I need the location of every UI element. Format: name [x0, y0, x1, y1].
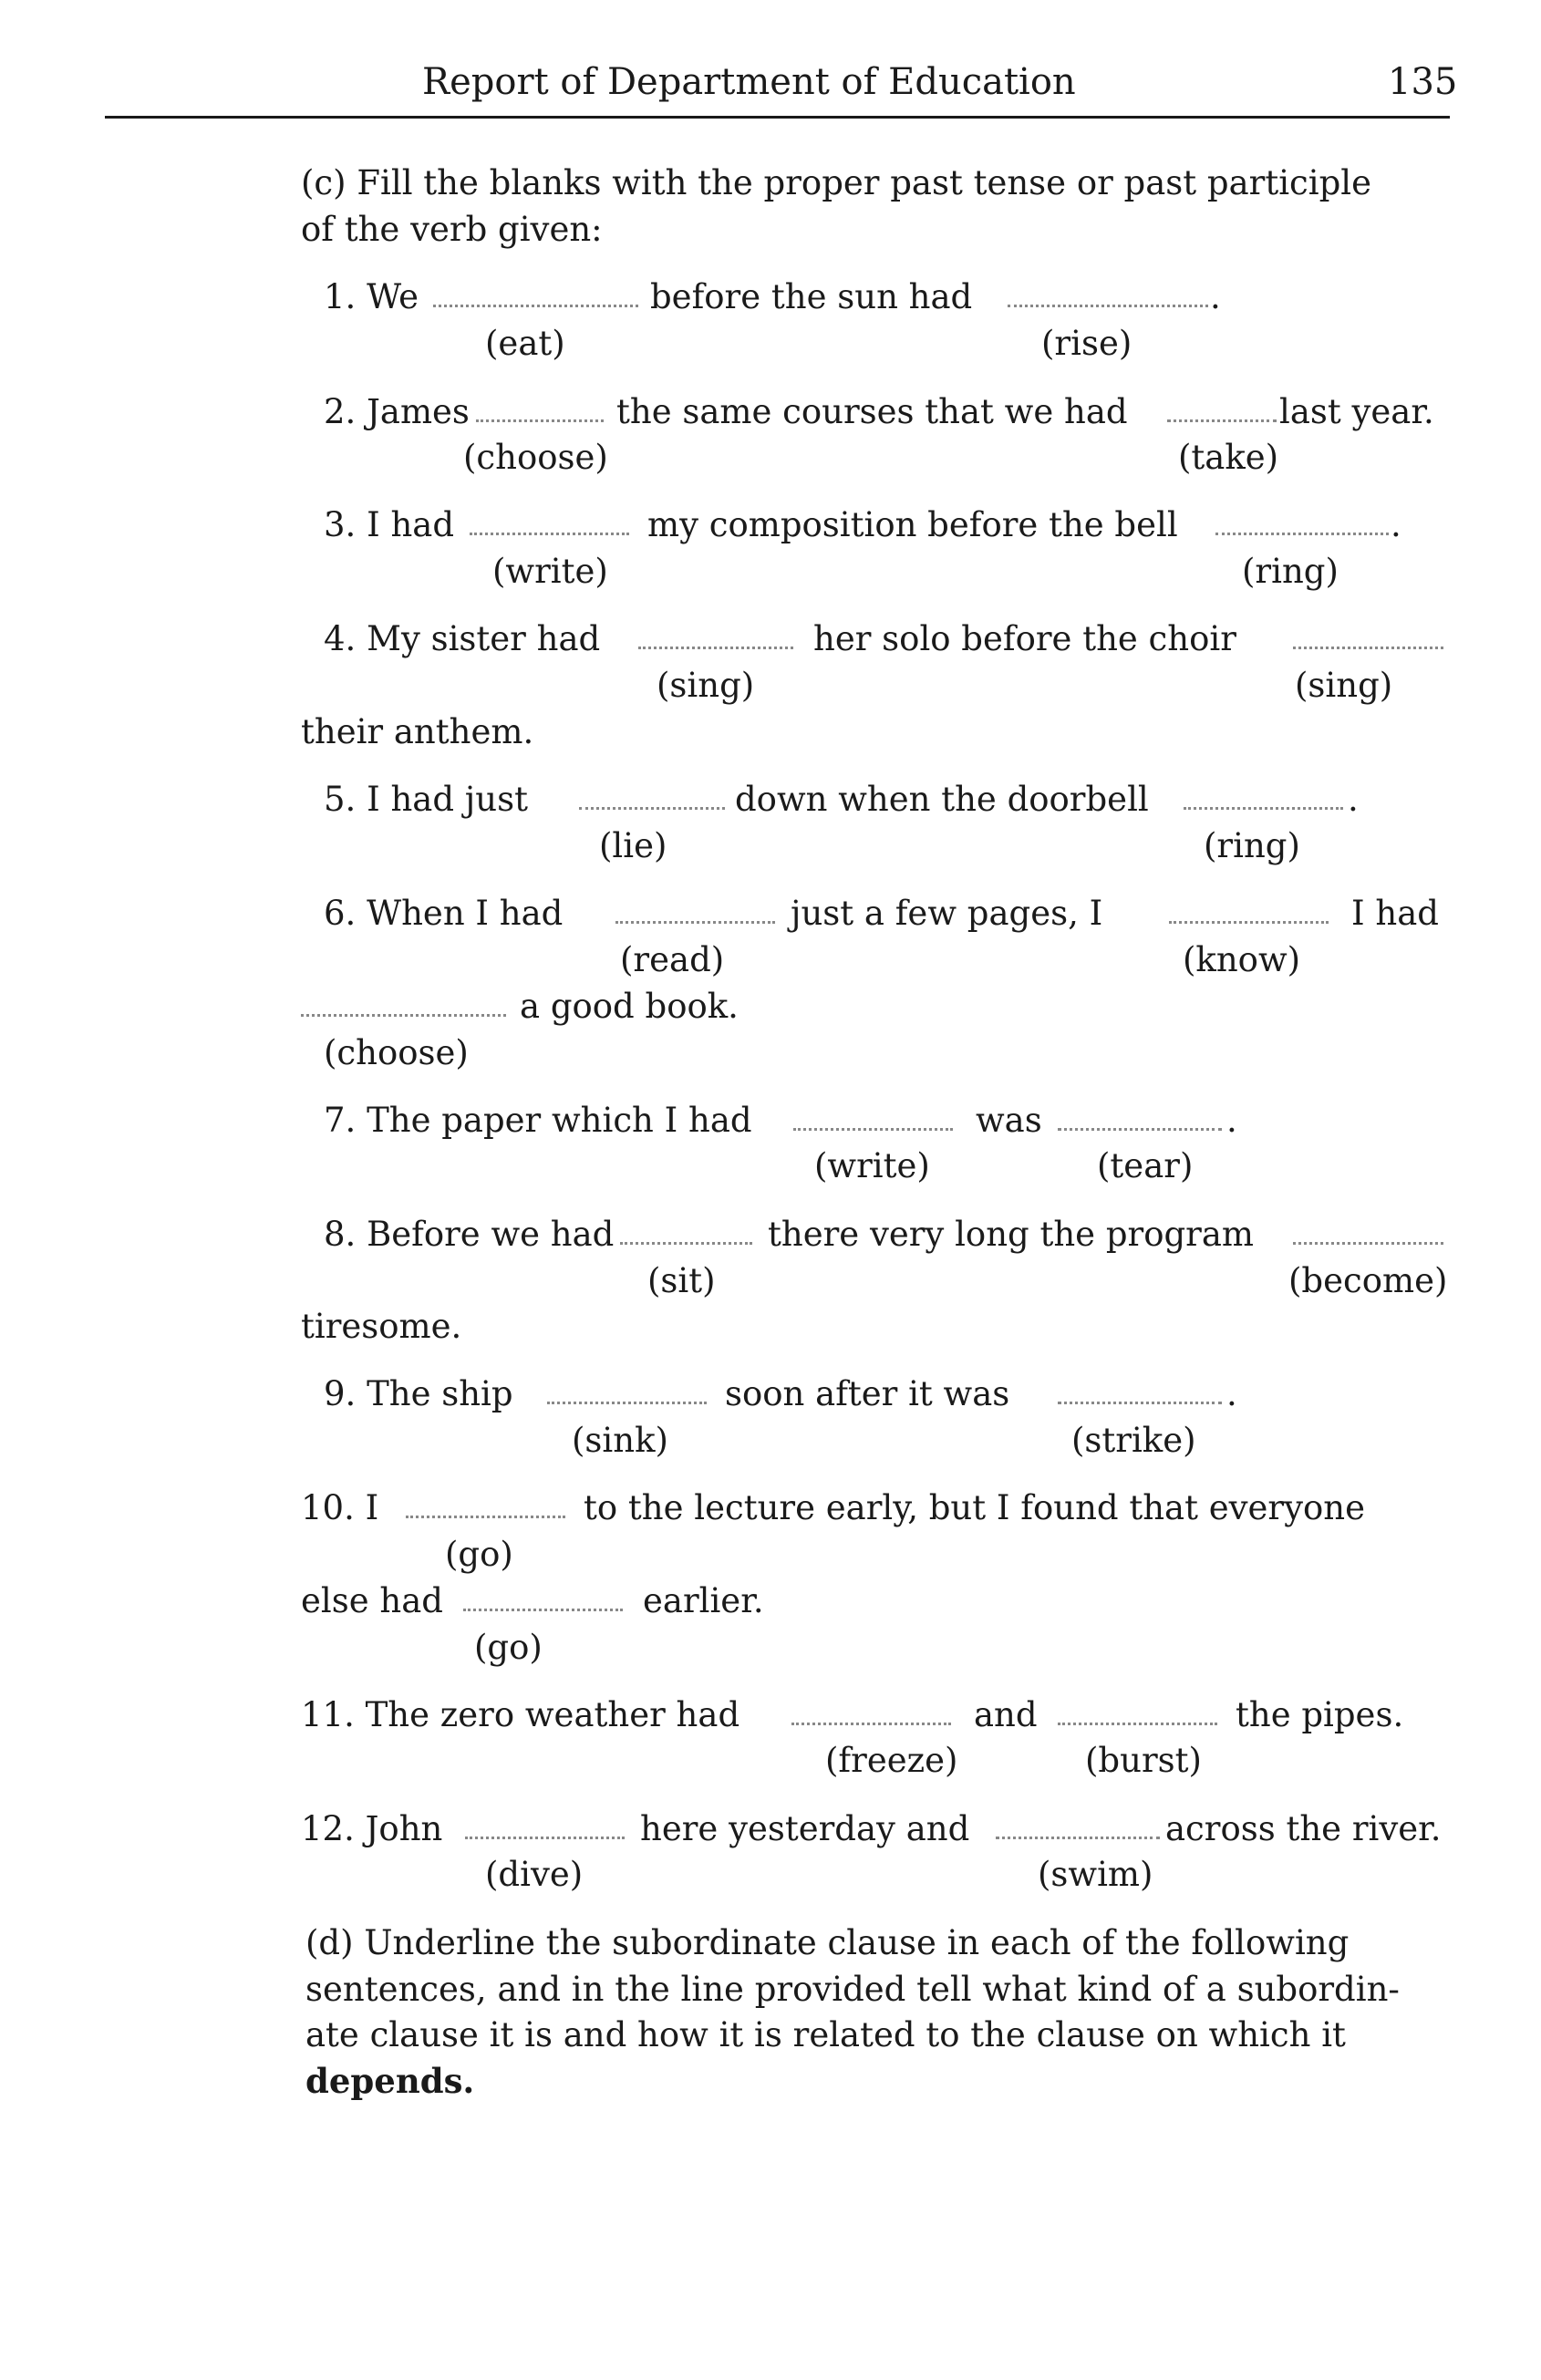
running-header-title: Report of Department of Education — [422, 61, 1076, 103]
answer-blank — [476, 419, 604, 422]
item-text: . — [1210, 277, 1221, 316]
verb-hint: (rise) — [1041, 324, 1132, 363]
verb-hint: (burst) — [1085, 1741, 1202, 1780]
verb-hint: (read) — [620, 940, 725, 979]
item-text: 5. I had just — [324, 780, 528, 819]
item-text: to the lecture early, but I found that everyone — [584, 1488, 1366, 1527]
item-continuation: else had — [301, 1581, 443, 1620]
answer-blank — [996, 1837, 1160, 1839]
item-text: last year. — [1279, 392, 1434, 431]
verb-hint: (dive) — [485, 1855, 584, 1894]
item-text: 2. James — [324, 392, 470, 431]
item-text: here yesterday and — [640, 1809, 970, 1848]
verb-hint: (ring) — [1242, 552, 1339, 591]
verb-hint: (lie) — [599, 826, 667, 865]
item-text: before the sun had — [650, 277, 973, 316]
header-rule — [105, 116, 1450, 119]
answer-blank — [433, 305, 638, 307]
answer-blank — [1167, 419, 1277, 422]
item-text: 6. When I had — [324, 894, 564, 933]
item-text: 4. My sister had — [324, 619, 601, 658]
answer-blank — [1293, 1242, 1443, 1245]
verb-hint: (take) — [1178, 438, 1279, 477]
item-continuation: earlier. — [643, 1581, 764, 1620]
section-d-line: depends. — [305, 2061, 475, 2101]
verb-hint: (write) — [492, 552, 608, 591]
item-text: the same courses that we had — [616, 392, 1128, 431]
answer-blank — [301, 1014, 506, 1017]
verb-hint: (choose) — [324, 1033, 469, 1072]
verb-hint: (sing) — [657, 666, 755, 705]
answer-blank — [793, 1128, 953, 1131]
section-c-instruction-line2: of the verb given: — [301, 210, 603, 249]
answer-blank — [1293, 647, 1443, 649]
item-text: . — [1226, 1374, 1237, 1413]
item-text: down when the doorbell — [735, 780, 1149, 819]
item-text: . — [1391, 505, 1401, 544]
verb-hint: (know) — [1183, 940, 1301, 979]
answer-blank — [1058, 1723, 1217, 1725]
verb-hint: (tear) — [1097, 1146, 1194, 1185]
item-text: 1. We — [324, 277, 419, 316]
answer-blank — [547, 1402, 707, 1404]
verb-hint: (strike) — [1071, 1421, 1196, 1460]
item-text: 10. I — [301, 1488, 379, 1527]
answer-blank — [1008, 305, 1208, 307]
verb-hint: (sing) — [1295, 666, 1393, 705]
item-continuation: their anthem. — [301, 712, 534, 751]
item-text: 9. The ship — [324, 1374, 513, 1413]
answer-blank — [579, 807, 725, 810]
item-text: . — [1226, 1101, 1237, 1140]
answer-blank — [1215, 533, 1389, 535]
section-d-line: sentences, and in the line provided tell what kind of a subordin- — [305, 1970, 1400, 2009]
answer-blank — [1184, 807, 1343, 810]
answer-blank — [406, 1516, 565, 1518]
answer-blank — [1058, 1128, 1222, 1131]
item-text: 12. John — [301, 1809, 443, 1848]
verb-hint: (become) — [1288, 1261, 1448, 1300]
verb-hint: (go) — [474, 1628, 543, 1667]
item-text: 11. The zero weather had — [301, 1695, 740, 1734]
item-text: 7. The paper which I had — [324, 1101, 752, 1140]
item-text: was — [976, 1101, 1042, 1140]
verb-hint: (eat) — [485, 324, 565, 363]
answer-blank — [620, 1242, 752, 1245]
item-text: soon after it was — [725, 1374, 1010, 1413]
answer-blank — [470, 533, 629, 535]
answer-blank — [1058, 1402, 1222, 1404]
answer-blank — [463, 1609, 623, 1611]
verb-hint: (swim) — [1038, 1855, 1153, 1894]
item-text: the pipes. — [1236, 1695, 1404, 1734]
section-c-instruction-line1: (c) Fill the blanks with the proper past tense or past participle — [301, 163, 1372, 202]
verb-hint: (freeze) — [825, 1741, 958, 1780]
item-text: I had — [1351, 894, 1439, 933]
answer-blank — [791, 1723, 951, 1725]
item-text: her solo before the choir — [813, 619, 1236, 658]
verb-hint: (go) — [445, 1535, 513, 1574]
item-text: my composition before the bell — [647, 505, 1178, 544]
item-text: 8. Before we had — [324, 1215, 615, 1254]
section-d-line: ate clause it is and how it is related to the clause on which it — [305, 2015, 1346, 2054]
answer-blank — [465, 1837, 625, 1839]
page-number: 135 — [1388, 61, 1458, 103]
answer-blank — [638, 647, 793, 649]
verb-hint: (ring) — [1204, 826, 1300, 865]
verb-hint: (sink) — [572, 1421, 668, 1460]
item-text: and — [974, 1695, 1038, 1734]
item-continuation: tiresome. — [301, 1307, 462, 1346]
answer-blank — [615, 921, 775, 924]
item-text: 3. I had — [324, 505, 455, 544]
answer-blank — [1169, 921, 1329, 924]
section-d-line: (d) Underline the subordinate clause in each of the following — [305, 1923, 1350, 1962]
item-continuation: a good book. — [520, 987, 739, 1026]
item-text: across the river. — [1165, 1809, 1442, 1848]
item-text: just a few pages, I — [791, 894, 1103, 933]
item-text: there very long the program — [768, 1215, 1254, 1254]
verb-hint: (sit) — [647, 1261, 716, 1300]
verb-hint: (choose) — [463, 438, 608, 477]
verb-hint: (write) — [814, 1146, 930, 1185]
item-text: . — [1348, 780, 1359, 819]
